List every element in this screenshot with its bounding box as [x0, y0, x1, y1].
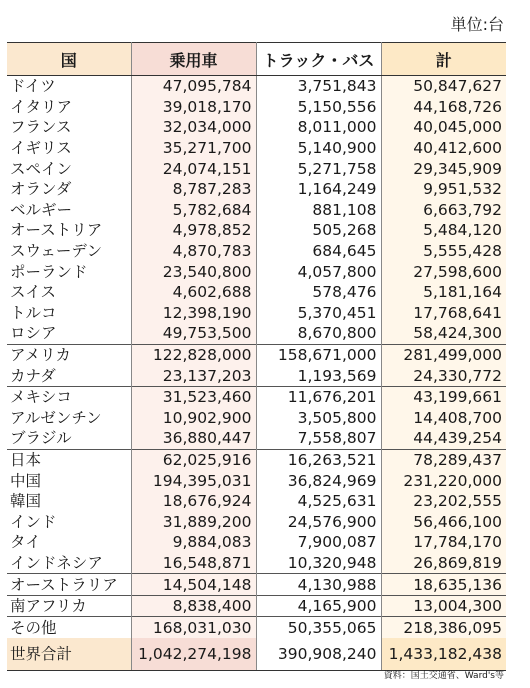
- truck-bus-count: 11,676,201: [256, 386, 381, 407]
- truck-bus-count: 3,751,843: [256, 76, 381, 97]
- country-name: スウェーデン: [7, 241, 131, 262]
- passenger-car-count: 16,548,871: [131, 553, 256, 574]
- country-name: アルゼンチン: [7, 408, 131, 429]
- table-row: [7, 595, 506, 617]
- passenger-car-count: 31,889,200: [131, 511, 256, 532]
- country-name: アメリカ: [7, 344, 131, 365]
- country-name: イギリス: [7, 138, 131, 159]
- country-name: 韓国: [7, 491, 131, 512]
- passenger-car-count: 49,753,500: [131, 323, 256, 344]
- country-name: ポーランド: [7, 261, 131, 282]
- total-count: 40,045,000: [381, 117, 506, 138]
- table-row: [7, 138, 506, 159]
- total-count: 29,345,909: [381, 158, 506, 179]
- truck-bus-count: 16,263,521: [256, 449, 381, 470]
- passenger-car-count: 10,902,900: [131, 408, 256, 429]
- total-count: 23,202,555: [381, 491, 506, 512]
- table-row: [7, 428, 506, 449]
- total-count: 56,466,100: [381, 511, 506, 532]
- truck-bus-count: 7,558,807: [256, 428, 381, 449]
- truck-bus-count: 5,150,556: [256, 97, 381, 118]
- truck-bus-count: 505,268: [256, 220, 381, 241]
- passenger-car-count: 14,504,148: [131, 574, 256, 596]
- country-name: スペイン: [7, 158, 131, 179]
- passenger-car-count: 168,031,030: [131, 617, 256, 638]
- country-name: 南アフリカ: [7, 595, 131, 617]
- country-name: ロシア: [7, 323, 131, 344]
- total-count: 26,869,819: [381, 553, 506, 574]
- table-row: [7, 200, 506, 221]
- truck-bus-count: 158,671,000: [256, 344, 381, 365]
- country-name: フランス: [7, 117, 131, 138]
- total-count: 231,220,000: [381, 470, 506, 491]
- header-country: 国: [7, 43, 131, 76]
- total-count: 50,847,627: [381, 76, 506, 97]
- table-row: [7, 365, 506, 386]
- total-count: 44,439,254: [381, 428, 506, 449]
- country-name: インド: [7, 511, 131, 532]
- truck-bus-count: 7,900,087: [256, 532, 381, 553]
- passenger-car-count: 8,838,400: [131, 595, 256, 617]
- table-row: [7, 617, 506, 638]
- passenger-car-count: 24,074,151: [131, 158, 256, 179]
- passenger-car-count: 5,782,684: [131, 200, 256, 221]
- table-row: [7, 179, 506, 200]
- table-row: [7, 117, 506, 138]
- total-count: 5,555,428: [381, 241, 506, 262]
- truck-bus-count: 4,057,800: [256, 261, 381, 282]
- passenger-car-count: 4,602,688: [131, 282, 256, 303]
- table-row: [7, 491, 506, 512]
- passenger-car-count: 18,676,924: [131, 491, 256, 512]
- total-count: 13,004,300: [381, 595, 506, 617]
- passenger-car-count: 32,034,000: [131, 117, 256, 138]
- truck-bus-count: 24,576,900: [256, 511, 381, 532]
- table-row: [7, 282, 506, 303]
- truck-bus-count: 8,011,000: [256, 117, 381, 138]
- header-total: 計: [381, 43, 506, 76]
- total-count: 17,768,641: [381, 303, 506, 324]
- passenger-car-count: 4,978,852: [131, 220, 256, 241]
- country-name: その他: [7, 617, 131, 638]
- world-total-row: [7, 638, 506, 671]
- country-name: ブラジル: [7, 428, 131, 449]
- table-row: [7, 386, 506, 407]
- truck-bus-count: 1,164,249: [256, 179, 381, 200]
- total-count: 40,412,600: [381, 138, 506, 159]
- total-count: 5,484,120: [381, 220, 506, 241]
- country-name: ドイツ: [7, 76, 131, 97]
- country-name: 日本: [7, 449, 131, 470]
- total-count: 14,408,700: [381, 408, 506, 429]
- country-name: カナダ: [7, 365, 131, 386]
- total-count: 78,289,437: [381, 449, 506, 470]
- country-name: オランダ: [7, 179, 131, 200]
- table-row: [7, 574, 506, 596]
- world-total-total: 1,433,182,438: [381, 638, 506, 671]
- passenger-car-count: 23,137,203: [131, 365, 256, 386]
- table-row: [7, 511, 506, 532]
- table-row: [7, 76, 506, 97]
- total-count: 281,499,000: [381, 344, 506, 365]
- truck-bus-count: 10,320,948: [256, 553, 381, 574]
- header-truck-bus: トラック・バス: [256, 43, 381, 76]
- world-total-truck-bus: 390,908,240: [256, 638, 381, 671]
- country-name: トルコ: [7, 303, 131, 324]
- total-count: 43,199,661: [381, 386, 506, 407]
- passenger-car-count: 4,870,783: [131, 241, 256, 262]
- truck-bus-count: 1,193,569: [256, 365, 381, 386]
- country-name: イタリア: [7, 97, 131, 118]
- table-row: [7, 449, 506, 470]
- total-count: 27,598,600: [381, 261, 506, 282]
- truck-bus-count: 578,476: [256, 282, 381, 303]
- country-name: メキシコ: [7, 386, 131, 407]
- truck-bus-count: 4,165,900: [256, 595, 381, 617]
- table-row: [7, 261, 506, 282]
- world-total-passenger-car: 1,042,274,198: [131, 638, 256, 671]
- truck-bus-count: 5,370,451: [256, 303, 381, 324]
- country-name: タイ: [7, 532, 131, 553]
- table-header-row: [7, 43, 506, 76]
- total-count: 18,635,136: [381, 574, 506, 596]
- truck-bus-count: 3,505,800: [256, 408, 381, 429]
- passenger-car-count: 36,880,447: [131, 428, 256, 449]
- table-row: [7, 532, 506, 553]
- table-row: [7, 241, 506, 262]
- passenger-car-count: 122,828,000: [131, 344, 256, 365]
- table-row: [7, 323, 506, 344]
- total-count: 6,663,792: [381, 200, 506, 221]
- table-row: [7, 553, 506, 574]
- country-name: 中国: [7, 470, 131, 491]
- truck-bus-count: 5,140,900: [256, 138, 381, 159]
- passenger-car-count: 12,398,190: [131, 303, 256, 324]
- passenger-car-count: 47,095,784: [131, 76, 256, 97]
- truck-bus-count: 5,271,758: [256, 158, 381, 179]
- passenger-car-count: 31,523,460: [131, 386, 256, 407]
- passenger-car-count: 194,395,031: [131, 470, 256, 491]
- passenger-car-count: 8,787,283: [131, 179, 256, 200]
- passenger-car-count: 39,018,170: [131, 97, 256, 118]
- table-row: [7, 303, 506, 324]
- passenger-car-count: 9,884,083: [131, 532, 256, 553]
- truck-bus-count: 8,670,800: [256, 323, 381, 344]
- total-count: 17,784,170: [381, 532, 506, 553]
- table-row: [7, 408, 506, 429]
- vehicle-ownership-table: [7, 42, 506, 671]
- truck-bus-count: 684,645: [256, 241, 381, 262]
- table-body: [7, 76, 506, 639]
- total-count: 9,951,532: [381, 179, 506, 200]
- total-count: 58,424,300: [381, 323, 506, 344]
- table-row: [7, 97, 506, 118]
- country-name: インドネシア: [7, 553, 131, 574]
- unit-label: 単位:台: [450, 15, 504, 34]
- truck-bus-count: 4,130,988: [256, 574, 381, 596]
- source-note: 資料：国土交通省、Ward's等: [383, 671, 504, 681]
- total-count: 218,386,095: [381, 617, 506, 638]
- country-name: オーストリア: [7, 220, 131, 241]
- table-row: [7, 220, 506, 241]
- total-count: 24,330,772: [381, 365, 506, 386]
- passenger-car-count: 23,540,800: [131, 261, 256, 282]
- header-passenger-car: 乗用車: [131, 43, 256, 76]
- truck-bus-count: 4,525,631: [256, 491, 381, 512]
- country-name: ベルギー: [7, 200, 131, 221]
- table-row: [7, 470, 506, 491]
- total-count: 5,181,164: [381, 282, 506, 303]
- country-name: オーストラリア: [7, 574, 131, 596]
- table-row: [7, 158, 506, 179]
- passenger-car-count: 62,025,916: [131, 449, 256, 470]
- world-total-label: 世界合計: [7, 638, 131, 671]
- truck-bus-count: 881,108: [256, 200, 381, 221]
- table-row: [7, 344, 506, 365]
- truck-bus-count: 36,824,969: [256, 470, 381, 491]
- total-count: 44,168,726: [381, 97, 506, 118]
- country-name: スイス: [7, 282, 131, 303]
- truck-bus-count: 50,355,065: [256, 617, 381, 638]
- passenger-car-count: 35,271,700: [131, 138, 256, 159]
